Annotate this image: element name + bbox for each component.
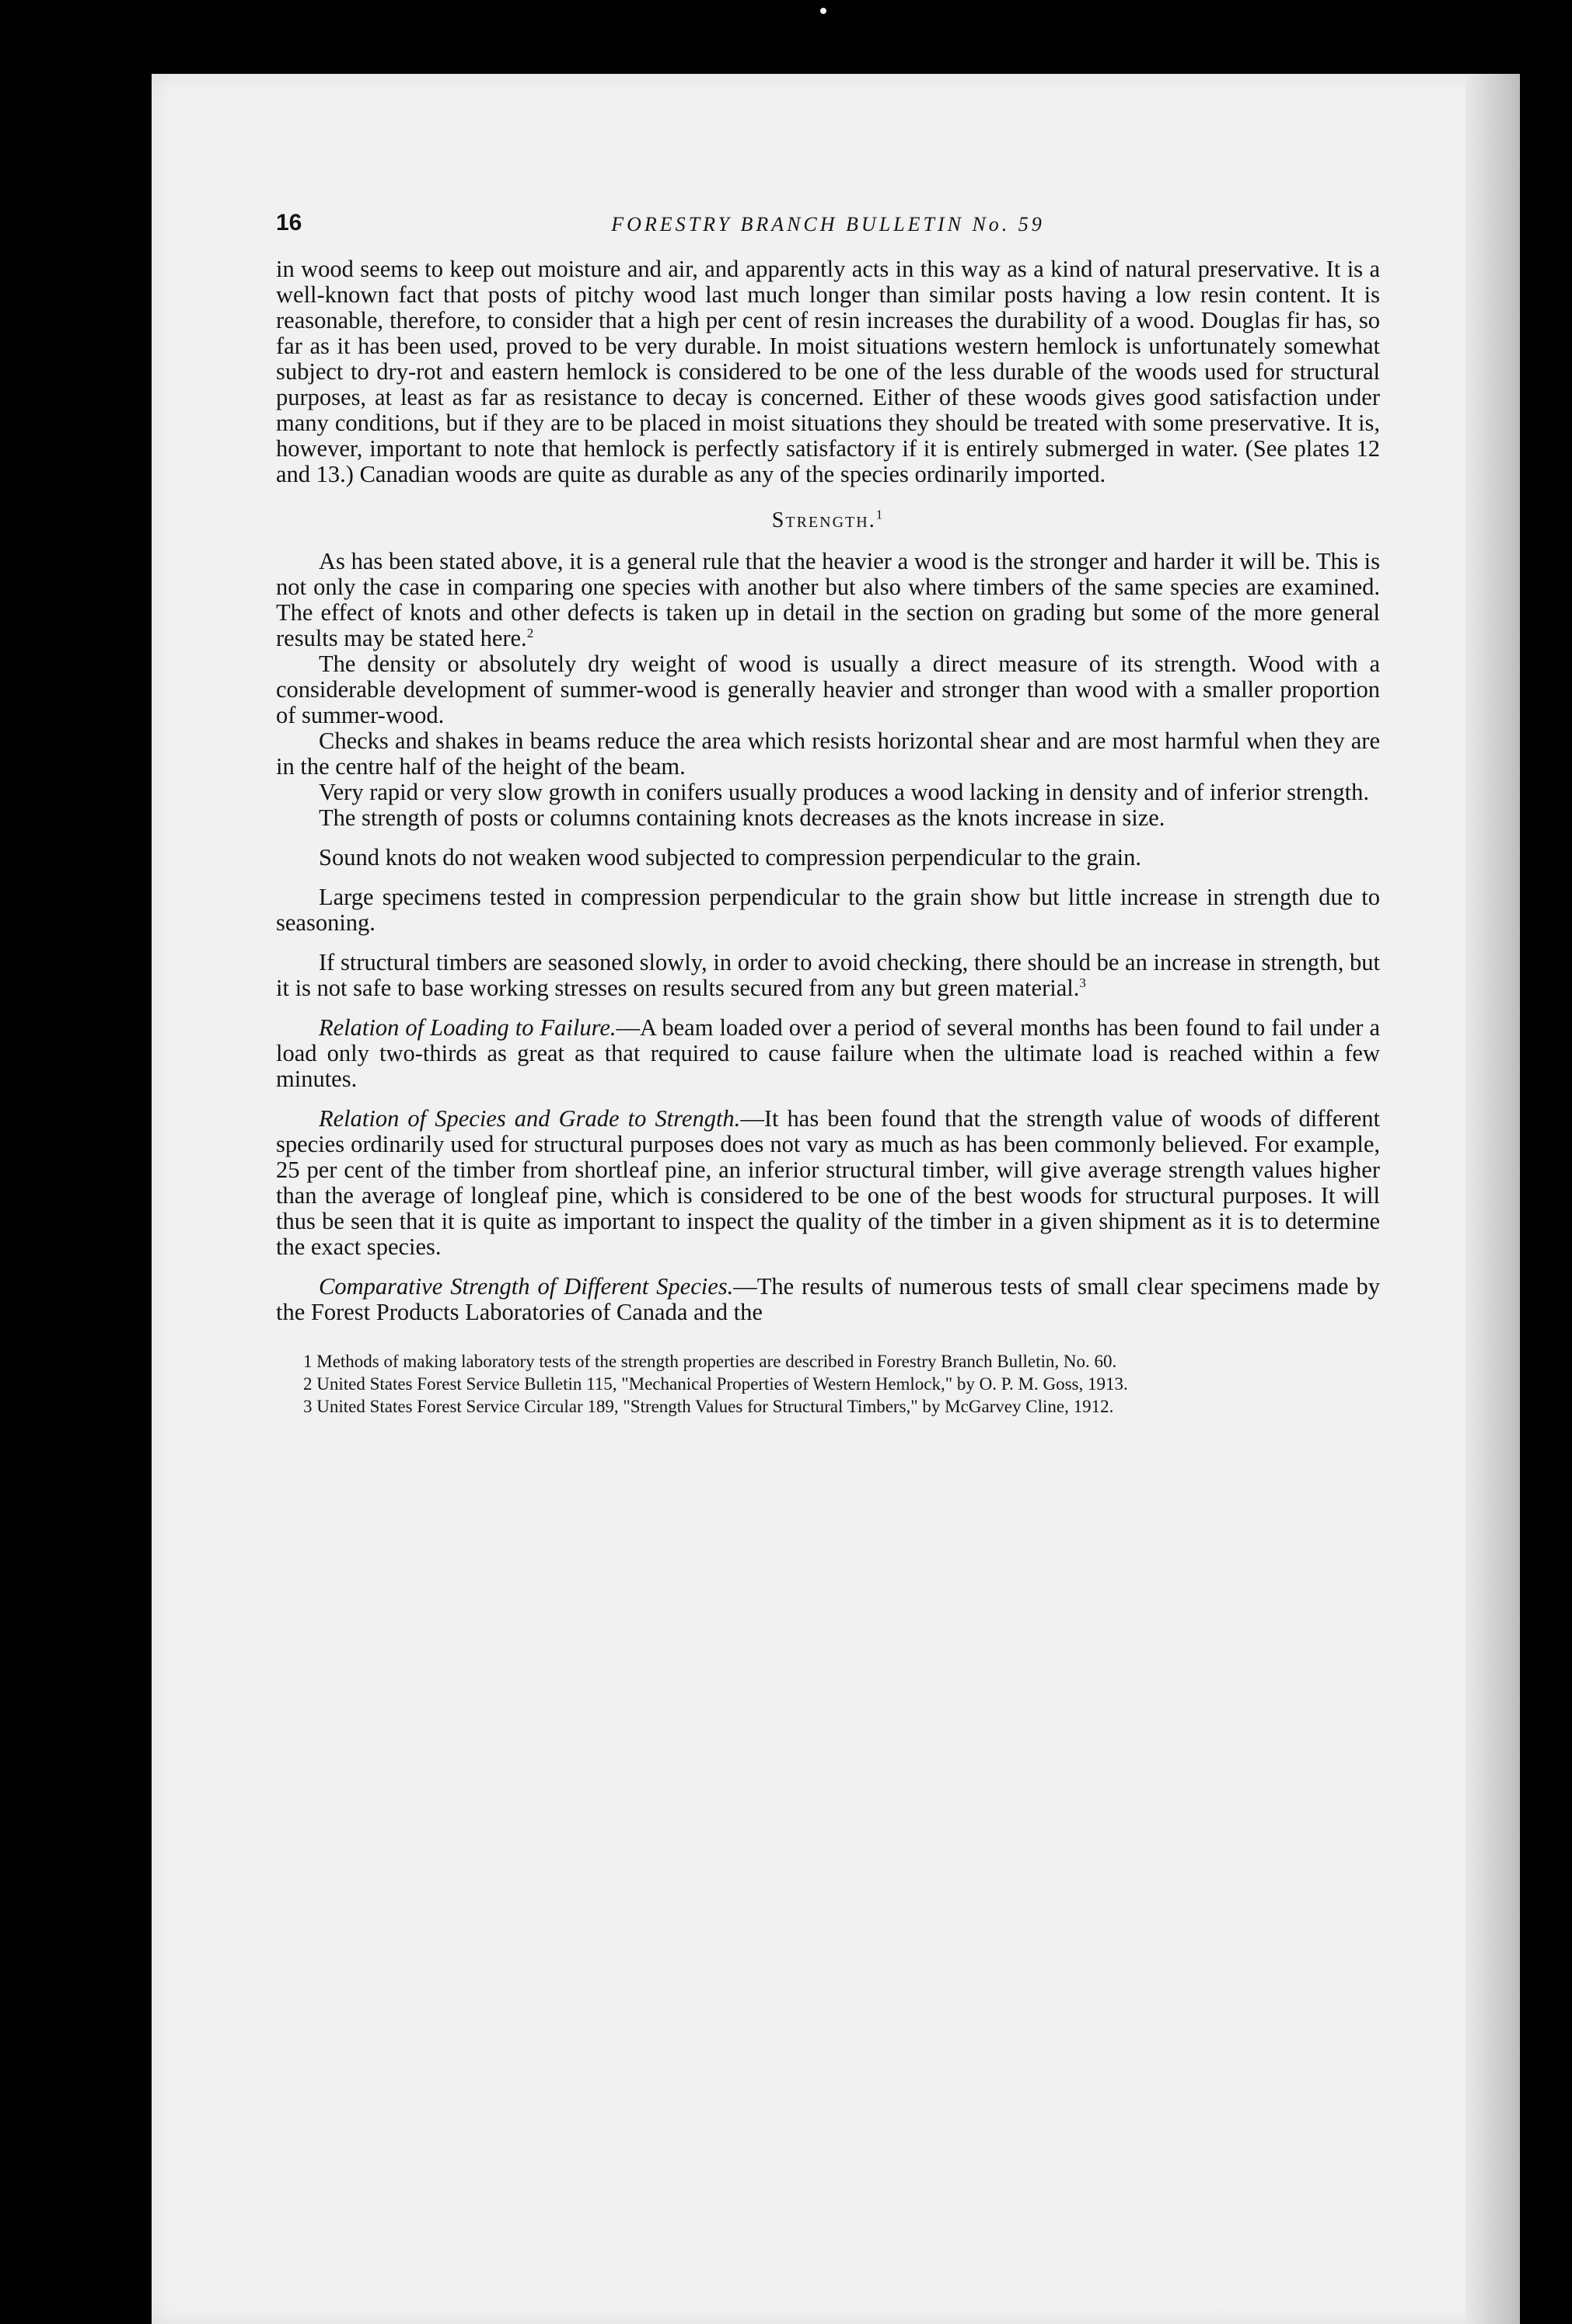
scan-speck [1217, 2277, 1221, 2308]
paragraph-large-specimens: Large specimens tested in compression perpendicular to the grain show but little increase in strength due to seasoning. [276, 884, 1380, 936]
paragraph-durability-continued: in wood seems to keep out moisture and air, and apparently acts in this way as a kind of natural preservative. It is a well-known fact that posts of pitchy wood last much longer than similar posts having a low resin content. It is reasonable, therefore, to consider that a high per cent of resin increases the durability of a wood. Douglas fir has, so far as it has been used, proved to be very durable. In moist situations western hemlock is unfortunately somewhat subject to dry-rot and eastern hemlock is considered to be one of the less durable of the woods used for structural purposes, at least as far as resistance to decay is concerned. Either of these woods gives good satisfaction under many conditions, but if they are to be placed in moist situations they should be treated with some preservative. It is, however, important to note that hemlock is perfectly satisfactory if it is entirely submerged in water. (See plates 12 and 13.) Canadian woods are quite as durable as any of the species ordinarily imported. [276, 256, 1380, 487]
paragraph-density: The density or absolutely dry weight of wood is usually a direct measure of its strength. Wood with a considerable development of summer-wood is generally heavier and stronger than wood with a smaller proportion of summer-wood. [276, 651, 1380, 728]
paragraph-checks-shakes: Checks and shakes in beams reduce the area which resists horizontal shear and are most harmful when they are in the centre half of the height of the beam. [276, 728, 1380, 780]
page-spine-shadow [1465, 74, 1520, 2324]
footnote-ref-2: 2 [526, 625, 534, 640]
paragraph-comparative-strength [276, 1274, 1380, 1325]
footnote-ref-1: 1 [875, 507, 885, 522]
page-content [276, 210, 1380, 1419]
paragraph-text: —The results of numerous tests of small clear specimens made by the Forest Products Laboratories of Canada and the [276, 1273, 1380, 1325]
paragraph-title: Relation of Species and Grade to Strength. [319, 1105, 741, 1132]
paragraph-text: —It has been found that the strength value of woods of different species ordinarily used for structural purposes does not vary as much as has been commonly believed. For example, 25 per cent of the timber from shortleaf pine, an inferior structural timber, will give average strength values higher than the average of longleaf pine, which is considered to be one of the best woods for structural purposes. It will thus be seen that it is quite as important to inspect the quality of the timber in a given shipment as it is to determine the exact species. [276, 1105, 1380, 1260]
footnote-3: 3 United States Forest Service Circular 189, "Strength Values for Structural Timbers," by McGarvey Cline, 1912. [303, 1397, 1114, 1416]
paragraph-loading-failure [276, 1015, 1380, 1092]
footnotes [276, 1352, 1380, 1416]
paragraph-title: Comparative Strength of Different Species. [319, 1273, 734, 1300]
section-heading-strength [276, 508, 1380, 533]
paragraph-text: As has been stated above, it is a general rule that the heavier a wood is the stronger and harder it will be. This is not only the case in comparing one species with another but also where timbers of the same species are examined. The effect of knots and other defects is taken up in detail in the section on grading but some of the more general results may be stated here. [276, 548, 1380, 651]
page-number: 16 [276, 210, 302, 236]
paragraph-title: Relation of Loading to Failure. [319, 1014, 617, 1041]
running-header [276, 210, 1380, 256]
paragraph-seasoning [276, 950, 1380, 1001]
running-title: FORESTRY BRANCH BULLETIN No. 59 [611, 213, 1045, 236]
paragraph-species-grade [276, 1106, 1380, 1260]
paragraph-text: If structural timbers are seasoned slowly, in order to avoid checking, there should be an increase in strength, but it is not safe to base working stresses on results secured from any but green material. [276, 949, 1380, 1001]
footnote-ref-3: 3 [1079, 975, 1086, 990]
scanned-page [152, 74, 1520, 2324]
scan-speck [820, 8, 826, 14]
paragraph-text: —A beam loaded over a period of several months has been found to fail under a load only two-thirds as great as that required to cause failure when the ultimate load is reached within a few minutes. [276, 1014, 1380, 1092]
paragraph-sound-knots: Sound knots do not weaken wood subjected to compression perpendicular to the grain. [319, 844, 1141, 871]
footnote-1: 1 Methods of making laboratory tests of the strength properties are described in Forestry Branch Bulletin, No. 60. [303, 1352, 1117, 1371]
paragraph-weight-rule [276, 549, 1380, 651]
paragraph-knots-posts: The strength of posts or columns containing knots decreases as the knots increase in size. [319, 804, 1165, 831]
footnote-2: 2 United States Forest Service Bulletin 115, "Mechanical Properties of Western Hemlock," by O. P. M. Goss, 1913. [303, 1374, 1128, 1394]
paragraph-growth-rate: Very rapid or very slow growth in conifers usually produces a wood lacking in density and of inferior strength. [319, 779, 1369, 805]
section-heading-text: Strength. [771, 508, 876, 532]
